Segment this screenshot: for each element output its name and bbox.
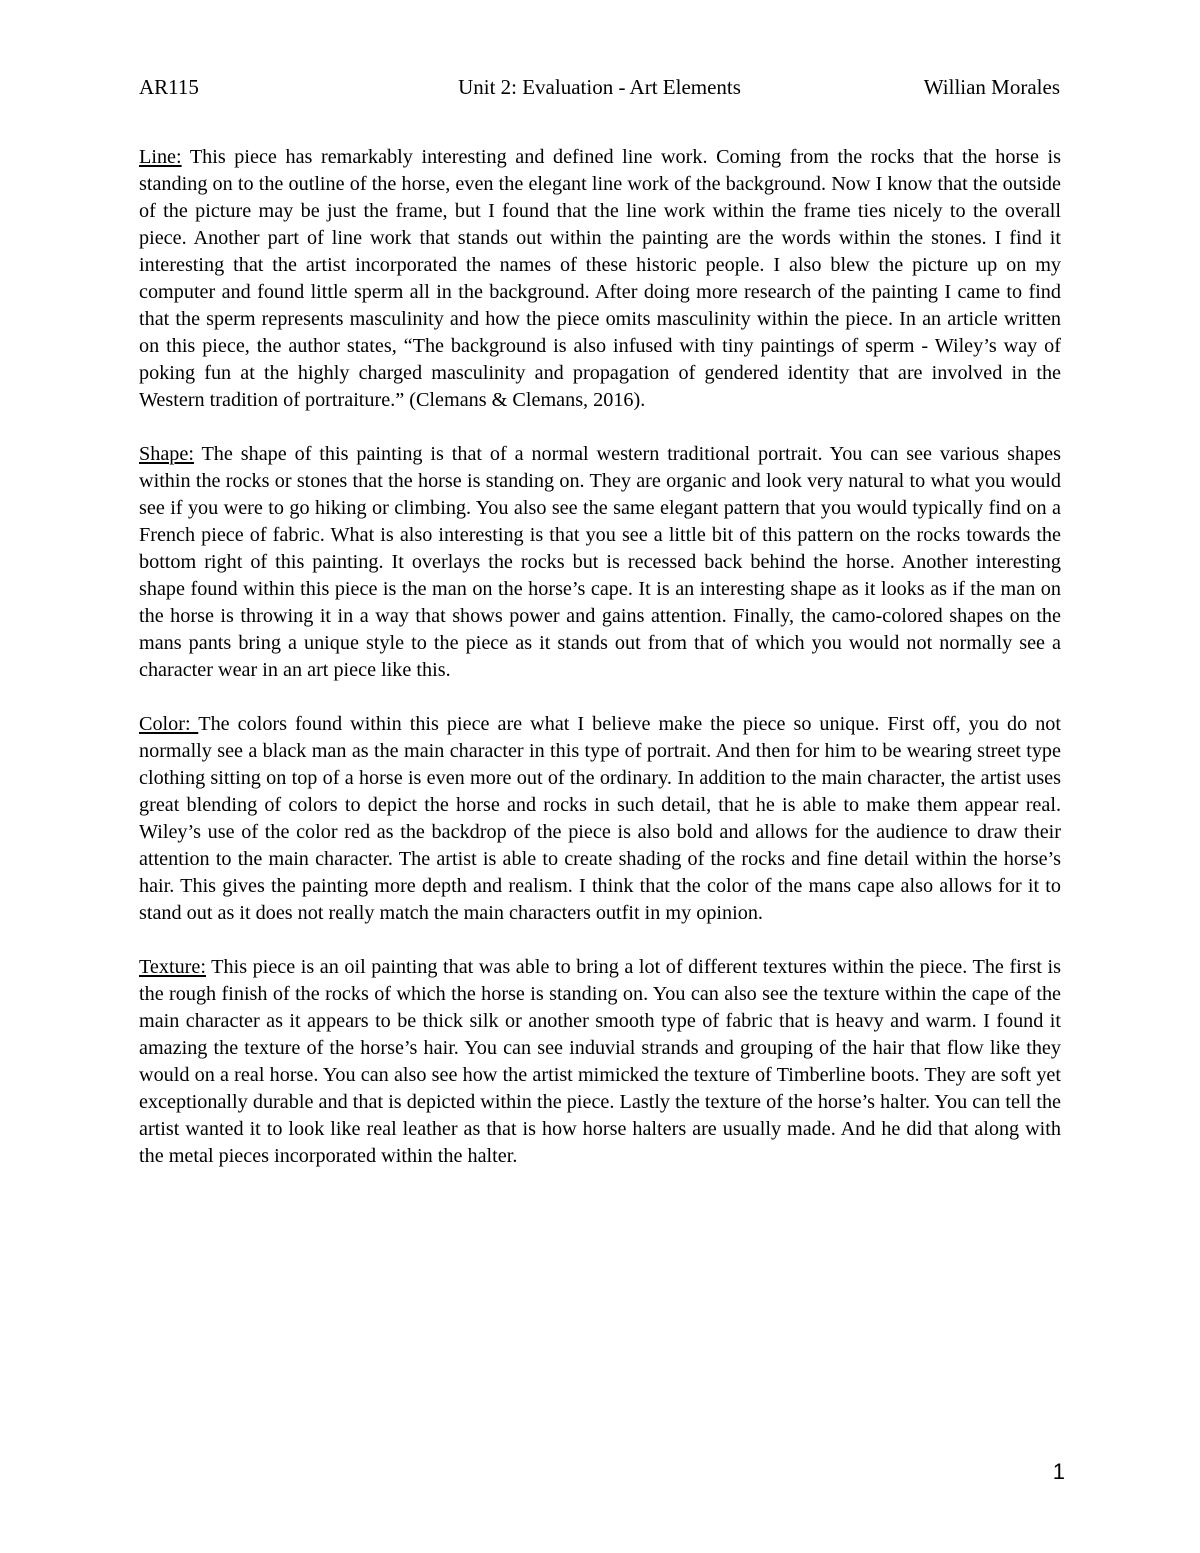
page-number: 1 [1052, 1459, 1065, 1484]
section-color [139, 711, 1061, 927]
header-title: Unit 2: Evaluation - Art Elements [458, 75, 741, 99]
section-texture-text: This piece is an oil painting that was able to bring a lot of different textures within the piece. The first is the rough finish of the rocks of which the horse is standing on. You can also see the texture within the cape of the main character as it appears to be thick silk or another smooth type of fabric that is heavy and warm. I found it amazing the texture of the horse’s hair. You can see induvial strands and grouping of the hair that flow like they would on a real horse. You can also see how the artist mimicked the texture of Timberline boots. They are soft yet exceptionally durable and that is depicted within the piece. Lastly the texture of the horse’s halter. You can tell the artist wanted it to look like real leather as that is how horse halters are usually made. And he did that along with the metal pieces incorporated within the halter. [139, 956, 1061, 1167]
section-line-label: Line: [139, 146, 182, 168]
page-header [139, 72, 1060, 102]
section-shape-label: Shape: [139, 443, 194, 465]
header-course: AR115 [139, 75, 199, 99]
header-author: Willian Morales [923, 75, 1060, 99]
section-shape [139, 441, 1061, 684]
section-color-text: The colors found within this piece are what I believe make the piece so unique. First off, you do not normally see a black man as the main character in this type of portrait. And then for him to be wearing street type clothing sitting on top of a horse is even more out of the ordinary. In addition to the main character, the artist uses great blending of colors to depict the horse and rocks in such detail, that he is able to make them appear real. Wiley’s use of the color red as the backdrop of the piece is also bold and allows for the audience to draw their attention to the main character. The artist is able to create shading of the rocks and fine detail within the horse’s hair. This gives the painting more depth and realism. I think that the color of the mans cape also allows for it to stand out as it does not really match the main characters outfit in my opinion. [139, 713, 1061, 924]
document-body [139, 144, 1061, 1197]
section-line-text: This piece has remarkably interesting and defined line work. Coming from the rocks that the horse is standing on to the outline of the horse, even the elegant line work of the background. Now I know that the outside of the picture may be just the frame, but I found that the line work within the frame ties nicely to the overall piece. Another part of line work that stands out within the painting are the words within the stones. I find it interesting that the artist incorporated the names of these historic people. I also blew the picture up on my computer and found little sperm all in the background. After doing more research of the painting I came to find that the sperm represents masculinity and how the piece omits masculinity within the piece. In an article written on this piece, the author states, “The background is also infused with tiny paintings of sperm - Wiley’s way of poking fun at the highly charged masculinity and propagation of gendered identity that are involved in the Western tradition of portraiture.” (Clemans & Clemans, 2016). [139, 146, 1061, 411]
section-texture-label: Texture: [139, 956, 206, 978]
section-texture [139, 954, 1061, 1170]
section-line [139, 144, 1061, 414]
section-shape-text: The shape of this painting is that of a normal western traditional portrait. You can see various shapes within the rocks or stones that the horse is standing on. They are organic and look very natural to what you would see if you were to go hiking or climbing. You also see the same elegant pattern that you would typically find on a French piece of fabric. What is also interesting is that you see a little bit of this pattern on the rocks towards the bottom right of this painting. It overlays the rocks but is recessed back behind the horse. Another interesting shape found within this piece is the man on the horse’s cape. It is an interesting shape as it looks as if the man on the horse is throwing it in a way that shows power and gains attention. Finally, the camo-colored shapes on the mans pants bring a unique style to the piece as it stands out from that of which you would not normally see a character wear in an art piece like this. [139, 443, 1061, 681]
section-color-label: Color: [139, 713, 199, 735]
